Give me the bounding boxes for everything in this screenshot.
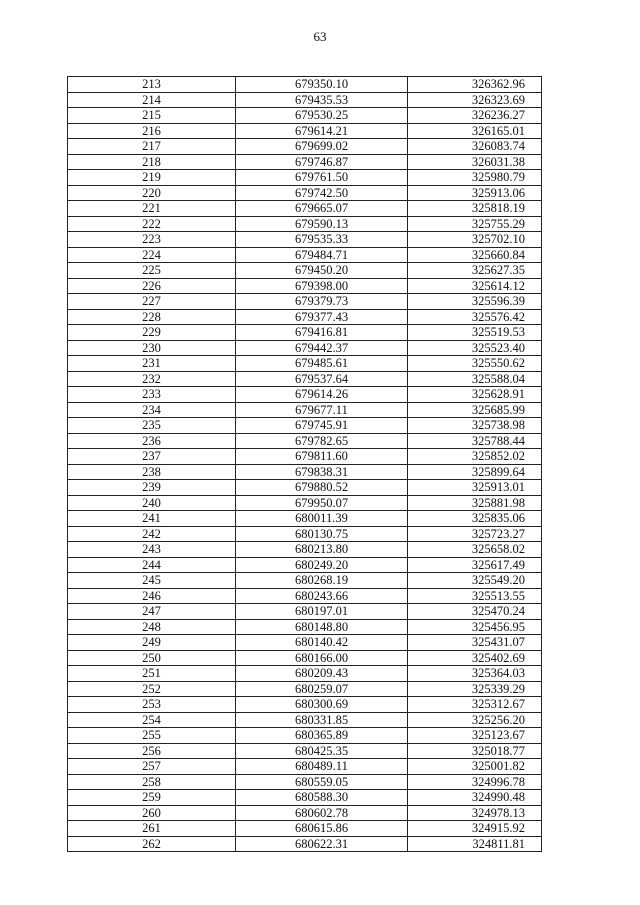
table-row: [68, 232, 542, 248]
x-coordinate-cell: 679745.91: [236, 418, 408, 434]
x-coordinate-cell: 679379.73: [236, 294, 408, 310]
x-coordinate-cell: 680197.01: [236, 604, 408, 620]
x-coordinate-cell: 680140.42: [236, 635, 408, 651]
table-row: [68, 433, 542, 449]
y-coordinate-cell: 325628.91: [408, 387, 542, 403]
table-row: [68, 542, 542, 558]
y-coordinate-cell: 325001.82: [408, 759, 542, 775]
y-coordinate-cell: 325738.98: [408, 418, 542, 434]
point-number-cell: 258: [68, 774, 236, 790]
y-coordinate-cell: 325431.07: [408, 635, 542, 651]
y-coordinate-cell: 325519.53: [408, 325, 542, 341]
x-coordinate-cell: 680268.19: [236, 573, 408, 589]
x-coordinate-cell: 679742.50: [236, 185, 408, 201]
x-coordinate-cell: 679838.31: [236, 464, 408, 480]
point-number-cell: 234: [68, 402, 236, 418]
x-coordinate-cell: 679537.64: [236, 371, 408, 387]
y-coordinate-cell: 325523.40: [408, 340, 542, 356]
y-coordinate-cell: 325755.29: [408, 216, 542, 232]
x-coordinate-cell: 679484.71: [236, 247, 408, 263]
point-number-cell: 225: [68, 263, 236, 279]
table-row: [68, 170, 542, 186]
y-coordinate-cell: 325312.67: [408, 697, 542, 713]
y-coordinate-cell: 325588.04: [408, 371, 542, 387]
table-row: [68, 712, 542, 728]
point-number-cell: 243: [68, 542, 236, 558]
y-coordinate-cell: 324996.78: [408, 774, 542, 790]
y-coordinate-cell: 325550.62: [408, 356, 542, 372]
table-row: [68, 774, 542, 790]
point-number-cell: 247: [68, 604, 236, 620]
x-coordinate-cell: 679535.33: [236, 232, 408, 248]
x-coordinate-cell: 680259.07: [236, 681, 408, 697]
y-coordinate-cell: 324978.13: [408, 805, 542, 821]
x-coordinate-cell: 679761.50: [236, 170, 408, 186]
x-coordinate-cell: 680331.85: [236, 712, 408, 728]
point-number-cell: 249: [68, 635, 236, 651]
table-row: [68, 836, 542, 852]
table-row: [68, 201, 542, 217]
table-row: [68, 356, 542, 372]
y-coordinate-cell: 325256.20: [408, 712, 542, 728]
table-row: [68, 123, 542, 139]
point-number-cell: 226: [68, 278, 236, 294]
point-number-cell: 256: [68, 743, 236, 759]
point-number-cell: 255: [68, 728, 236, 744]
y-coordinate-cell: 325660.84: [408, 247, 542, 263]
x-coordinate-cell: 680615.86: [236, 821, 408, 837]
x-coordinate-cell: 680243.66: [236, 588, 408, 604]
x-coordinate-cell: 679416.81: [236, 325, 408, 341]
point-number-cell: 214: [68, 92, 236, 108]
point-number-cell: 227: [68, 294, 236, 310]
point-number-cell: 236: [68, 433, 236, 449]
table-row: [68, 340, 542, 356]
table-row: [68, 216, 542, 232]
x-coordinate-cell: 680489.11: [236, 759, 408, 775]
point-number-cell: 237: [68, 449, 236, 465]
table-row: [68, 681, 542, 697]
point-number-cell: 246: [68, 588, 236, 604]
x-coordinate-cell: 680425.35: [236, 743, 408, 759]
y-coordinate-cell: 325123.67: [408, 728, 542, 744]
point-number-cell: 230: [68, 340, 236, 356]
table-row: [68, 573, 542, 589]
coordinates-table-body: [68, 77, 542, 852]
x-coordinate-cell: 680166.00: [236, 650, 408, 666]
point-number-cell: 254: [68, 712, 236, 728]
table-row: [68, 650, 542, 666]
point-number-cell: 224: [68, 247, 236, 263]
table-row: [68, 697, 542, 713]
point-number-cell: 216: [68, 123, 236, 139]
point-number-cell: 238: [68, 464, 236, 480]
y-coordinate-cell: 326236.27: [408, 108, 542, 124]
table-row: [68, 154, 542, 170]
y-coordinate-cell: 325596.39: [408, 294, 542, 310]
x-coordinate-cell: 679699.02: [236, 139, 408, 155]
point-number-cell: 242: [68, 526, 236, 542]
x-coordinate-cell: 679677.11: [236, 402, 408, 418]
x-coordinate-cell: 679442.37: [236, 340, 408, 356]
x-coordinate-cell: 679782.65: [236, 433, 408, 449]
point-number-cell: 220: [68, 185, 236, 201]
y-coordinate-cell: 326083.74: [408, 139, 542, 155]
x-coordinate-cell: 679614.26: [236, 387, 408, 403]
point-number-cell: 260: [68, 805, 236, 821]
table-row: [68, 619, 542, 635]
x-coordinate-cell: 679435.53: [236, 92, 408, 108]
point-number-cell: 257: [68, 759, 236, 775]
table-row: [68, 635, 542, 651]
y-coordinate-cell: 325576.42: [408, 309, 542, 325]
y-coordinate-cell: 325513.55: [408, 588, 542, 604]
x-coordinate-cell: 680622.31: [236, 836, 408, 852]
table-row: [68, 449, 542, 465]
y-coordinate-cell: 325685.99: [408, 402, 542, 418]
x-coordinate-cell: 679746.87: [236, 154, 408, 170]
table-row: [68, 108, 542, 124]
y-coordinate-cell: 325018.77: [408, 743, 542, 759]
table-row: [68, 805, 542, 821]
x-coordinate-cell: 680209.43: [236, 666, 408, 682]
x-coordinate-cell: 680130.75: [236, 526, 408, 542]
y-coordinate-cell: 326031.38: [408, 154, 542, 170]
table-row: [68, 464, 542, 480]
x-coordinate-cell: 679485.61: [236, 356, 408, 372]
x-coordinate-cell: 680559.05: [236, 774, 408, 790]
y-coordinate-cell: 325881.98: [408, 495, 542, 511]
x-coordinate-cell: 680588.30: [236, 790, 408, 806]
table-row: [68, 247, 542, 263]
point-number-cell: 219: [68, 170, 236, 186]
x-coordinate-cell: 679811.60: [236, 449, 408, 465]
table-row: [68, 511, 542, 527]
y-coordinate-cell: 326165.01: [408, 123, 542, 139]
x-coordinate-cell: 680213.80: [236, 542, 408, 558]
point-number-cell: 239: [68, 480, 236, 496]
point-number-cell: 240: [68, 495, 236, 511]
table-row: [68, 325, 542, 341]
point-number-cell: 250: [68, 650, 236, 666]
table-row: [68, 604, 542, 620]
x-coordinate-cell: 679450.20: [236, 263, 408, 279]
point-number-cell: 245: [68, 573, 236, 589]
x-coordinate-cell: 680148.80: [236, 619, 408, 635]
y-coordinate-cell: 325658.02: [408, 542, 542, 558]
y-coordinate-cell: 325549.20: [408, 573, 542, 589]
point-number-cell: 244: [68, 557, 236, 573]
table-row: [68, 743, 542, 759]
y-coordinate-cell: 325470.24: [408, 604, 542, 620]
y-coordinate-cell: 325788.44: [408, 433, 542, 449]
point-number-cell: 229: [68, 325, 236, 341]
table-row: [68, 666, 542, 682]
point-number-cell: 233: [68, 387, 236, 403]
table-row: [68, 790, 542, 806]
x-coordinate-cell: 680300.69: [236, 697, 408, 713]
y-coordinate-cell: 324990.48: [408, 790, 542, 806]
point-number-cell: 221: [68, 201, 236, 217]
x-coordinate-cell: 679614.21: [236, 123, 408, 139]
point-number-cell: 222: [68, 216, 236, 232]
y-coordinate-cell: 325899.64: [408, 464, 542, 480]
x-coordinate-cell: 679398.00: [236, 278, 408, 294]
x-coordinate-cell: 679880.52: [236, 480, 408, 496]
point-number-cell: 232: [68, 371, 236, 387]
y-coordinate-cell: 325402.69: [408, 650, 542, 666]
table-row: [68, 278, 542, 294]
y-coordinate-cell: 325980.79: [408, 170, 542, 186]
table-row: [68, 759, 542, 775]
y-coordinate-cell: 325617.49: [408, 557, 542, 573]
point-number-cell: 235: [68, 418, 236, 434]
table-row: [68, 526, 542, 542]
point-number-cell: 262: [68, 836, 236, 852]
y-coordinate-cell: 325339.29: [408, 681, 542, 697]
point-number-cell: 228: [68, 309, 236, 325]
point-number-cell: 215: [68, 108, 236, 124]
y-coordinate-cell: 325818.19: [408, 201, 542, 217]
point-number-cell: 218: [68, 154, 236, 170]
point-number-cell: 248: [68, 619, 236, 635]
table-row: [68, 418, 542, 434]
table-row: [68, 495, 542, 511]
table-row: [68, 263, 542, 279]
x-coordinate-cell: 680249.20: [236, 557, 408, 573]
table-row: [68, 480, 542, 496]
y-coordinate-cell: 324811.81: [408, 836, 542, 852]
point-number-cell: 252: [68, 681, 236, 697]
table-row: [68, 185, 542, 201]
y-coordinate-cell: 326362.96: [408, 77, 542, 93]
table-row: [68, 557, 542, 573]
point-number-cell: 251: [68, 666, 236, 682]
table-row: [68, 139, 542, 155]
y-coordinate-cell: 325702.10: [408, 232, 542, 248]
y-coordinate-cell: 325627.35: [408, 263, 542, 279]
y-coordinate-cell: 325913.01: [408, 480, 542, 496]
table-row: [68, 387, 542, 403]
page-number: 63: [313, 29, 327, 44]
y-coordinate-cell: 324915.92: [408, 821, 542, 837]
x-coordinate-cell: 680365.89: [236, 728, 408, 744]
y-coordinate-cell: 325456.95: [408, 619, 542, 635]
point-number-cell: 217: [68, 139, 236, 155]
y-coordinate-cell: 325913.06: [408, 185, 542, 201]
x-coordinate-cell: 679530.25: [236, 108, 408, 124]
table-row: [68, 821, 542, 837]
point-number-cell: 241: [68, 511, 236, 527]
y-coordinate-cell: 326323.69: [408, 92, 542, 108]
table-row: [68, 92, 542, 108]
point-number-cell: 213: [68, 77, 236, 93]
y-coordinate-cell: 325364.03: [408, 666, 542, 682]
x-coordinate-cell: 679350.10: [236, 77, 408, 93]
table-row: [68, 371, 542, 387]
table-row: [68, 77, 542, 93]
x-coordinate-cell: 680602.78: [236, 805, 408, 821]
point-number-cell: 253: [68, 697, 236, 713]
table-row: [68, 309, 542, 325]
y-coordinate-cell: 325614.12: [408, 278, 542, 294]
x-coordinate-cell: 679950.07: [236, 495, 408, 511]
x-coordinate-cell: 679665.07: [236, 201, 408, 217]
x-coordinate-cell: 680011.39: [236, 511, 408, 527]
x-coordinate-cell: 679590.13: [236, 216, 408, 232]
x-coordinate-cell: 679377.43: [236, 309, 408, 325]
point-number-cell: 231: [68, 356, 236, 372]
point-number-cell: 223: [68, 232, 236, 248]
point-number-cell: 259: [68, 790, 236, 806]
y-coordinate-cell: 325835.06: [408, 511, 542, 527]
table-row: [68, 588, 542, 604]
y-coordinate-cell: 325723.27: [408, 526, 542, 542]
table-row: [68, 402, 542, 418]
y-coordinate-cell: 325852.02: [408, 449, 542, 465]
coordinates-table: [67, 76, 542, 852]
point-number-cell: 261: [68, 821, 236, 837]
table-row: [68, 294, 542, 310]
table-row: [68, 728, 542, 744]
